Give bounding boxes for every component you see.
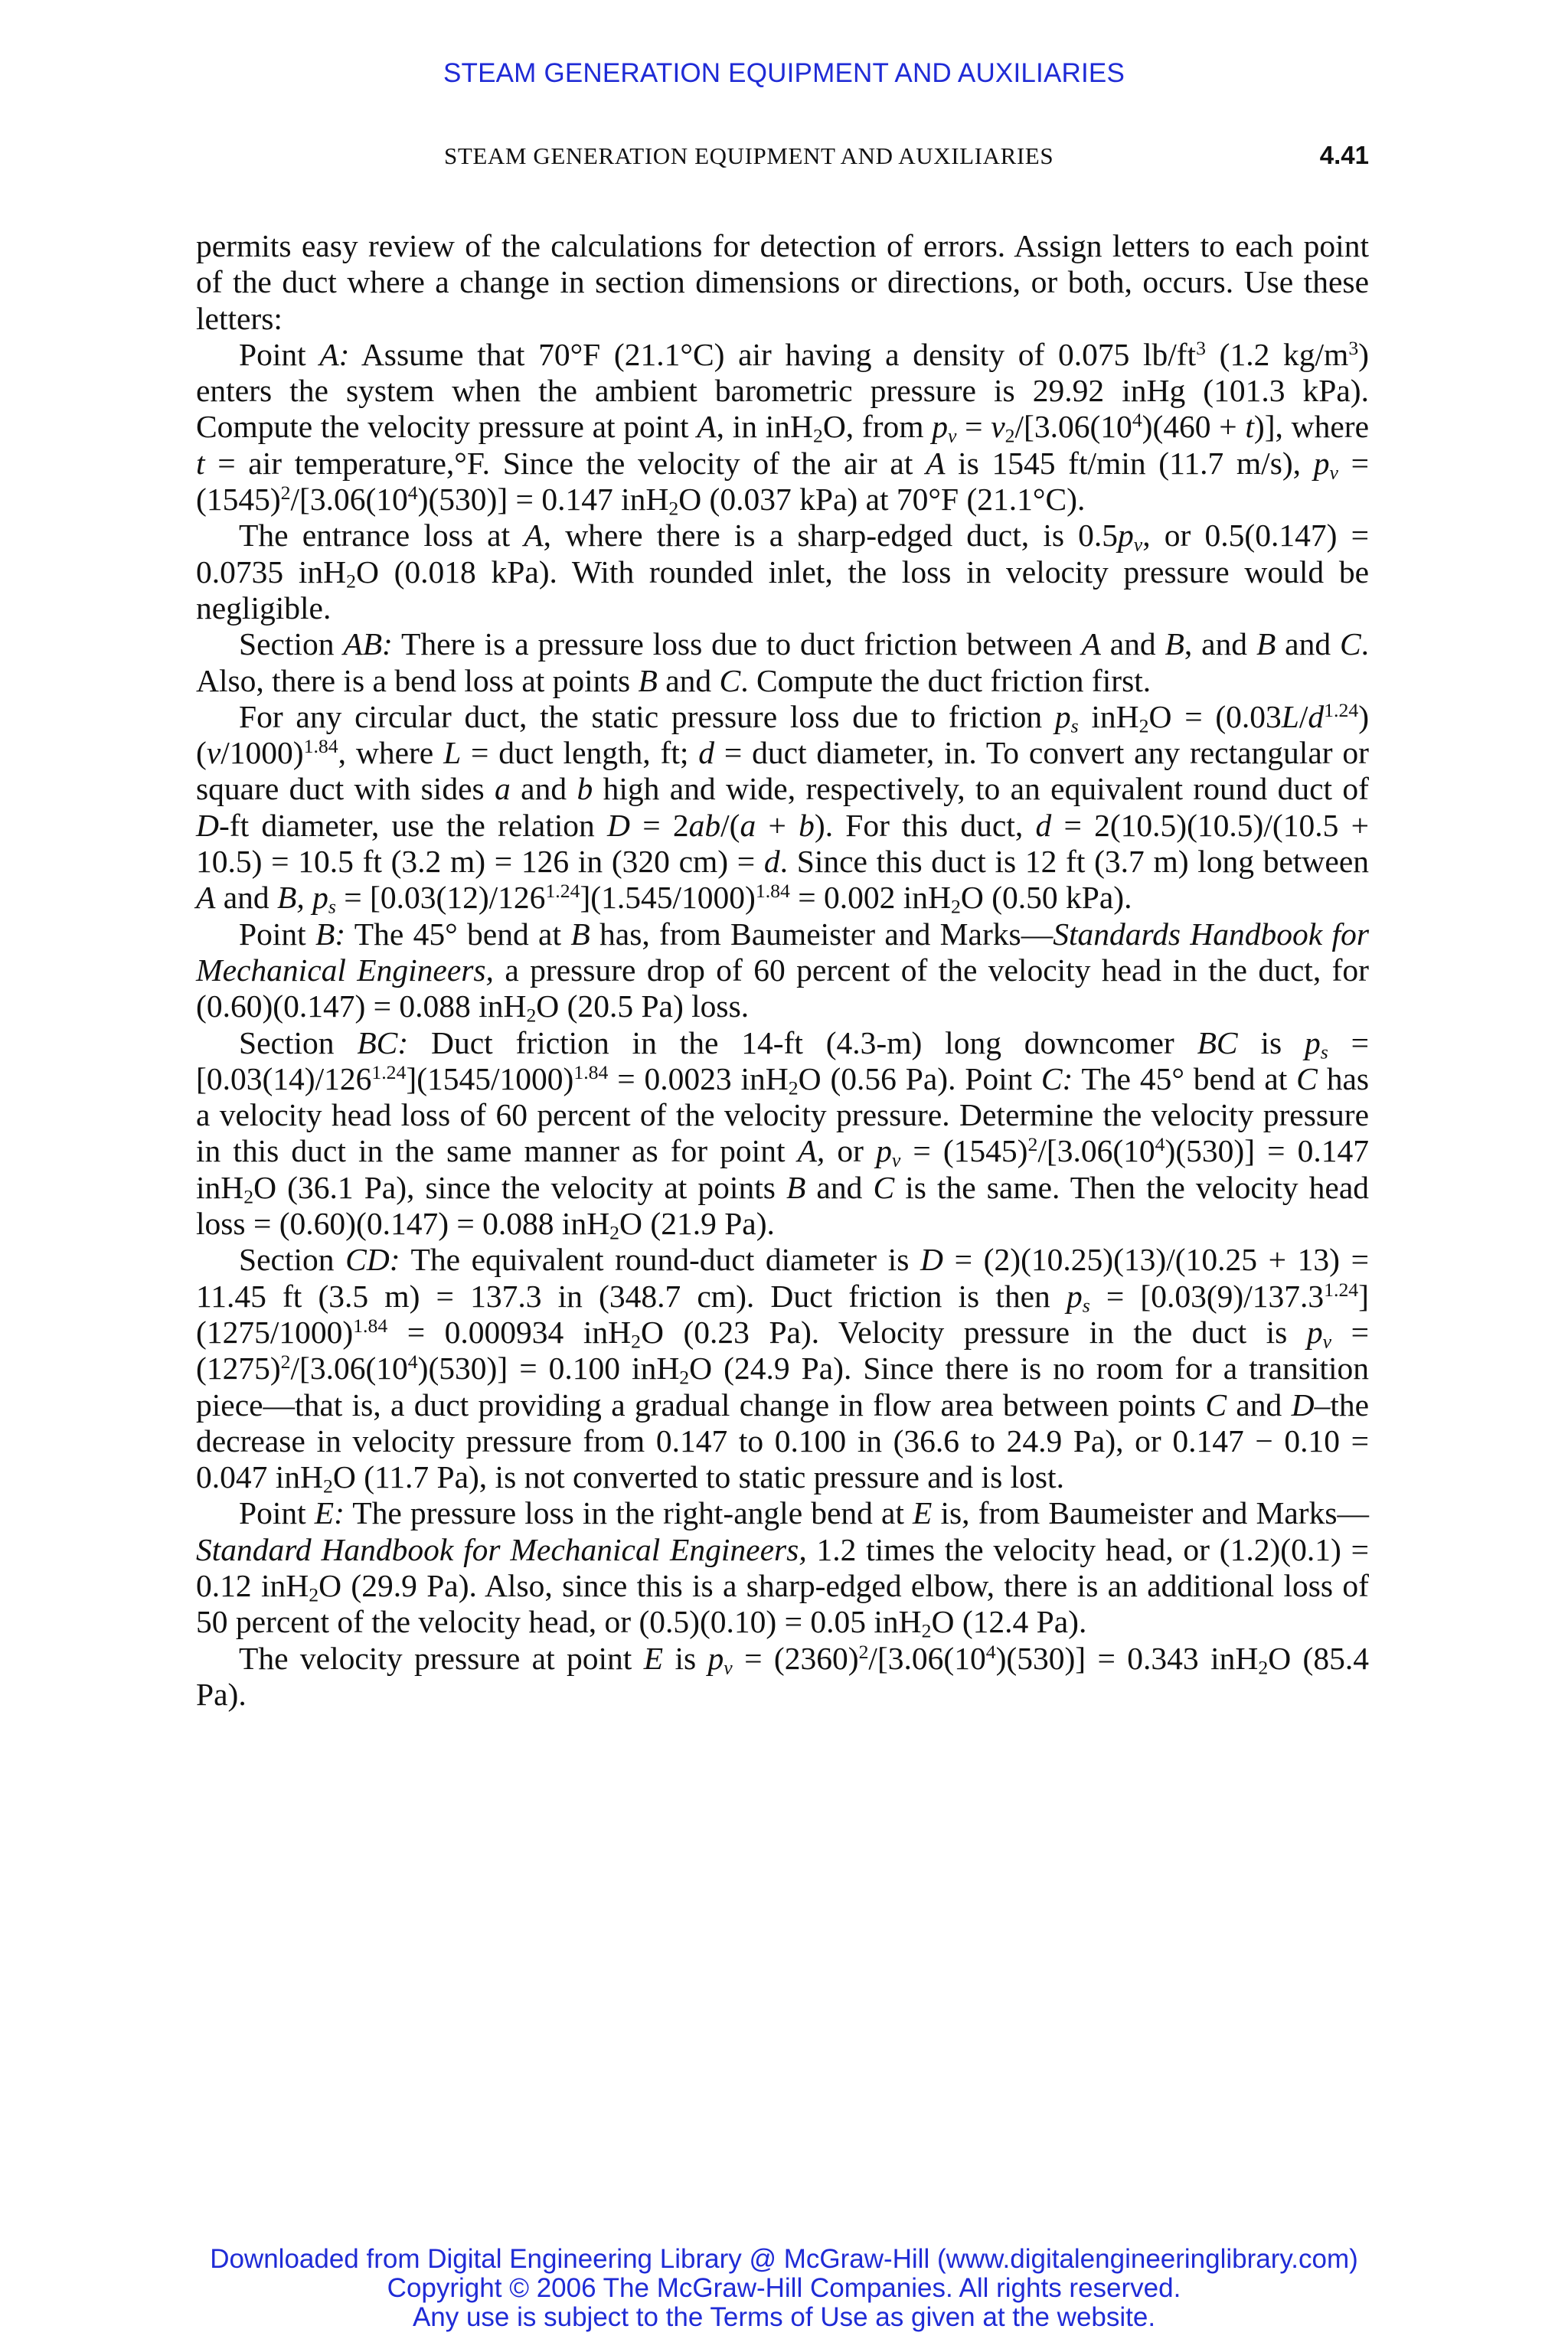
paragraph-section-ab: Section AB: There is a pressure loss due to duct friction between A and B, and B and C. Also, there is a bend loss at points B and C. Compute the duct friction first. <box>196 626 1370 698</box>
paragraph-velocity-e: The velocity pressure at point E is $p_v = (2360)^2/[3.06(10^4)(530)] = 0.343$ inH$_2$O (85.4 Pa). <box>196 1640 1369 1712</box>
paragraph-point-a: Point A: Assume that 70°F (21.1°C) air having a density of 0.075 $lb/ft^3$ (1.2 $kg/m^3$) enters the system when the ambient barometric pressure is 29.92 inHg (101.3 kPa). Compute the velocity pressure at point A, in inH$_2$O, from $p_v = v_2/[3.06(10^4)(460 + t)]$, where t = air temperature,°F. Since the velocity of the air at A is 1545 ft/min (11.7 m/s), $p_v = (1545)^2/[3.06(10^4)(530)] = 0.147$ inH$_2$O (0.037 kPa) at 70°F (21.1°C). <box>196 336 1370 520</box>
footer <box>0 2245 1568 2332</box>
footer-copyright[interactable]: Copyright © 2006 The McGraw-Hill Companies. All rights reserved. <box>387 2273 1181 2303</box>
paragraph-section-cd: Section CD: The equivalent round-duct diameter is D = (2)(10.25)(13)/(10.25 + 13) = 11.45 ft (3.5 m) = 137.3 in (348.7 cm). Duct friction is then $p_s = [0.03(9)/137.3^{1.24}](1275/1000)^{1.84} = 0.000934$ inH$_2$O (0.23 Pa). Velocity pressure in the duct is $p_v = (1275)^2/[3.06(10^4)(530)] = 0.100$ inH$_2$O (24.9 Pa). Since there is no room for a transition piece—that is, a duct providing a gradual change in flow area between points C and D–the decrease in velocity pressure from 0.147 to 0.100 in (36.6 to 24.9 Pa), or 0.147 − 0.10 = 0.047 inH$_2$O (11.7 Pa), is not converted to static pressure and is lost. <box>196 1242 1370 1498</box>
paragraph-circular-duct: For any circular duct, the static pressure loss due to friction $p_s$ $inH_2O = (0.03L/d^{1.24})(v/1000)^{1.84}$, where L = duct length, ft; d = duct diameter, in. To convert any rectangular or square duct with sides a and b high and wide, respectively, to an equivalent round duct of D-ft diameter, use the relation D = 2ab/(a + b). For this duct, d = 2(10.5)(10.5)/(10.5 + 10.5) = 10.5 ft (3.2 m) = 126 in (320 cm) = d. Since this duct is 12 ft (3.7 m) long between A and B, $p_s = [0.03(12)/126^{1.24}](1.545/1000)^{1.84} = 0.002$ inH$_2$O (0.50 kPa). <box>196 698 1370 918</box>
running-title: STEAM GENERATION EQUIPMENT AND AUXILIARIES <box>444 142 1054 169</box>
body-text <box>196 228 1369 1713</box>
paragraph-section-bc: Section BC: Duct friction in the 14-ft (4.3-m) long downcomer BC is $p_s = [0.03(14)/126^{1.24}](1545/1000)^{1.84} = 0.0023$ inH$_2$O (0.56 Pa). Point C: The 45° bend at C has a velocity head loss of 60 percent of the velocity pressure. Determine the velocity pressure in this duct in the same manner as for point A, or $p_v = (1545)^2/[3.06(10^4)(530)] = 0.147$ inH$_2$O (36.1 Pa), since the velocity at points B and C is the same. Then the velocity head loss = (0.60)(0.147) = 0.088 inH$_2$O (21.9 Pa). <box>196 1024 1370 1244</box>
paragraph: permits easy review of the calculations for detection of errors. Assign letters to each point of the duct where a change in section dimensions or directions, or both, occurs. Use these letters: <box>196 228 1369 336</box>
footer-download-link[interactable]: Downloaded from Digital Engineering Library @ McGraw-Hill (www.digitalengineeringlibrary.com) <box>210 2244 1358 2274</box>
footer-terms[interactable]: Any use is subject to the Terms of Use as given at the website. <box>412 2302 1156 2332</box>
paragraph-point-e: Point E: The pressure loss in the right-angle bend at E is, from Baumeister and Marks—Standard Handbook for Mechanical Engineers, 1.2 times the velocity head, or (1.2)(0.1) = 0.12 inH$_2$O (29.9 Pa). Also, since this is a sharp-edged elbow, there is an additional loss of 50 percent of the velocity head, or (0.5)(0.10) = 0.05 inH$_2$O (12.4 Pa). <box>196 1495 1370 1642</box>
header-link-title[interactable]: STEAM GENERATION EQUIPMENT AND AUXILIARIES <box>443 58 1125 88</box>
paragraph-point-b: Point B: The 45° bend at B has, from Baumeister and Marks—Standards Handbook for Mechanical Engineers, a pressure drop of 60 percent of the velocity head in the duct, for (0.60)(0.147) = 0.088 inH$_2$O (20.5 Pa) loss. <box>196 916 1369 1027</box>
running-head <box>196 142 1369 176</box>
page-number: 4.41 <box>1319 141 1369 169</box>
paragraph-entrance-loss: The entrance loss at A, where there is a sharp-edged duct, is $0.5p_v$, or 0.5(0.147) = 0.0735 inH$_2$O (0.018 kPa). With rounded inlet, the loss in velocity pressure would be negligible. <box>196 518 1370 626</box>
